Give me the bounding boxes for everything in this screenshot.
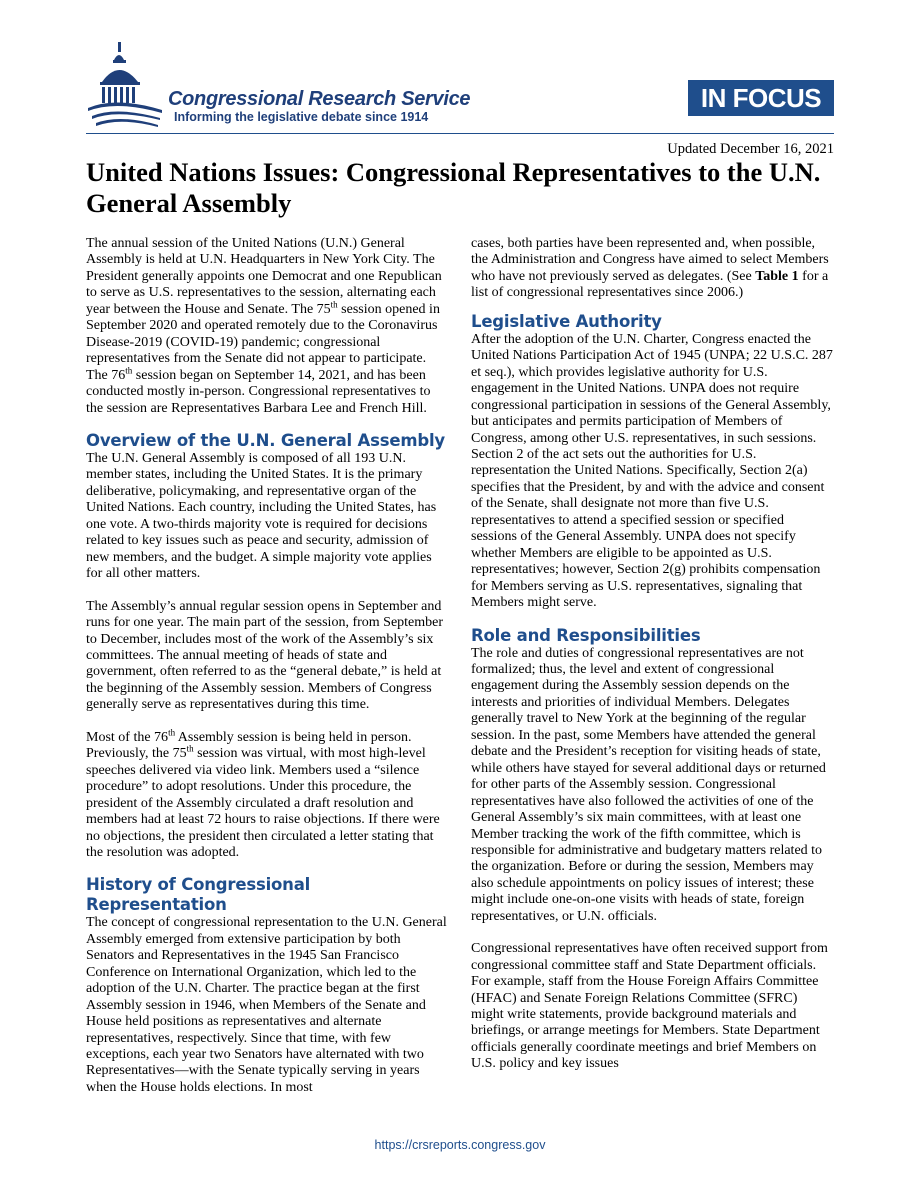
role-paragraph-2: Congressional representatives have often received support from congressional committee staff and State Department officials. For example, staff from the House Foreign Affairs Committee (HFAC) and Senate Foreign Relations Committee (SFRC) might write statements, provide background materials and briefings, or arrange meetings for Members. State Department officials generally coordinate meetings and brief Members on U.S. policy and key issues <box>471 941 828 1072</box>
updated-date: Updated December 16, 2021 <box>667 141 834 157</box>
overview-paragraph-3: Most of the 76th Assembly session is being held in person. Previously, the 75th session was virtual, with most high-level speeches delivered via video link. Members used a “silence procedure” to adopt resolutions. Under this procedure, the president of the Assembly circulated a draft resolution and members had at least 72 hours to raise objections. If there were no objections, the president then circulated a letter stating that the resolution was adopted. <box>86 727 440 860</box>
in-focus-badge: IN FOCUS <box>688 80 834 116</box>
intro-paragraph: The annual session of the United Nations (U.N.) General Assembly is held at U.N. Headquarters in New York City. The President generally appoints one Democrat and one Republican to serve as U.S. representatives to the session, alternating each year between the House and Senate. The 75th session opened in September 2020 and operated remotely due to the Coronavirus Disease-2019 (COVID-19) pandemic; congressional representatives from the Senate did not appear to participate. The 76th session began on September 14, 2021, and has been conducted mostly in-person. Congressional representatives to the session are Representatives Barbara Lee and French Hill. <box>86 236 442 416</box>
left-column <box>86 236 448 1096</box>
header-rule <box>86 133 834 134</box>
heading-history: History of Congressional Representation <box>86 875 311 915</box>
heading-role-responsibilities: Role and Responsibilities <box>471 625 701 645</box>
capitol-dome-logo <box>86 38 166 130</box>
heading-legislative-authority: Legislative Authority <box>471 311 662 331</box>
org-name: Congressional Research Service <box>168 88 471 110</box>
right-column <box>471 236 833 1073</box>
history-paragraph-continued: cases, both parties have been represented and, when possible, the Administration and Congress have aimed to select Members who have not previously served as delegates. (See Table 1 for a list of congressional representatives since 2006.) <box>471 236 829 301</box>
history-paragraph-1: The concept of congressional representation to the U.N. General Assembly emerged from extensive participation by both Senators and Representatives in the 1945 San Francisco Conference on International Organization, which led to the adoption of the U.N. Charter. The practice began at the first Assembly session in 1946, when Members of the Senate and House held positions as representatives and alternate representatives, respectively. Since that time, with few exceptions, each year two Senators have alternated with two Representatives—with the Senate typically serving in years when the House holds elections. In most <box>86 915 447 1095</box>
footer-url[interactable]: https://crsreports.congress.gov <box>374 1138 546 1152</box>
page-header <box>86 38 834 133</box>
table-reference: Table 1 <box>755 268 799 284</box>
overview-paragraph-1: The U.N. General Assembly is composed of all 193 U.N. member states, including the United States. It is the primary deliberative, policymaking, and representative organ of the United Nations. Each country, including the United States, has one vote. A two-thirds majority vote is required for decisions related to key issues such as peace and security, admission of new members, and the budget. A simple majority vote applies for all other matters. <box>86 450 437 582</box>
role-paragraph-1: The role and duties of congressional representatives are not formalized; thus, the level and extent of congressional engagement during the Assembly session depends on the interests and priorities of individual Members. Delegates generally travel to New York at the beginning of the regular session. In the past, some Members have attended the general debate and the President’s reception for visiting heads of state, while others have stayed for several additional days or returned for other parts of the Assembly session. Congressional representatives have also followed the activities of one of the General Assembly’s six main committees, with at least one Member tracking the work of the fifth committee, which is responsible for administrative and budgetary matters related to the organization. Before or during the session, Members may also schedule appointments on policy issues of interest; these might include one-on-one visits with heads of state, foreign representatives, or U.N. officials. <box>471 645 826 924</box>
page-title: United Nations Issues: Congressional Representatives to the U.N. General Assembly <box>86 157 821 218</box>
authority-paragraph: After the adoption of the U.N. Charter, Congress enacted the United Nations Participation Act of 1945 (UNPA; 22 U.S.C. 287 et seq.), which provides legislative authority for U.S. engagement in the United Nations. UNPA does not require congressional participation in sessions of the General Assembly, but anticipates and permits participation of Members of Congress, among other U.S. representatives, in such sessions. Section 2 of the act sets out the authorities for U.S. representation the United Nations. Specifically, Section 2(a) specifies that the President, by and with the advice and consent of the Senate, shall designate not more than five U.S. representatives to attend a specified session or specified sessions of the General Assembly. UNPA does not specify whether Members are eligible to be appointed as U.S. representatives; however, Section 2(g) prohibits compensation for Members serving as U.S. representatives, signaling that Members might serve. <box>471 331 833 611</box>
overview-paragraph-2: The Assembly’s annual regular session opens in September and runs for one year. The main part of the session, from September to December, includes most of the work of the Assembly’s six committees. The annual meeting of heads of state and government, often referred to as the “general debate,” is held at the beginning of the Assembly session. Members of Congress generally serve as representatives during this time. <box>86 598 444 713</box>
org-tagline: Informing the legislative debate since 1914 <box>174 110 429 124</box>
heading-overview: Overview of the U.N. General Assembly <box>86 430 445 450</box>
